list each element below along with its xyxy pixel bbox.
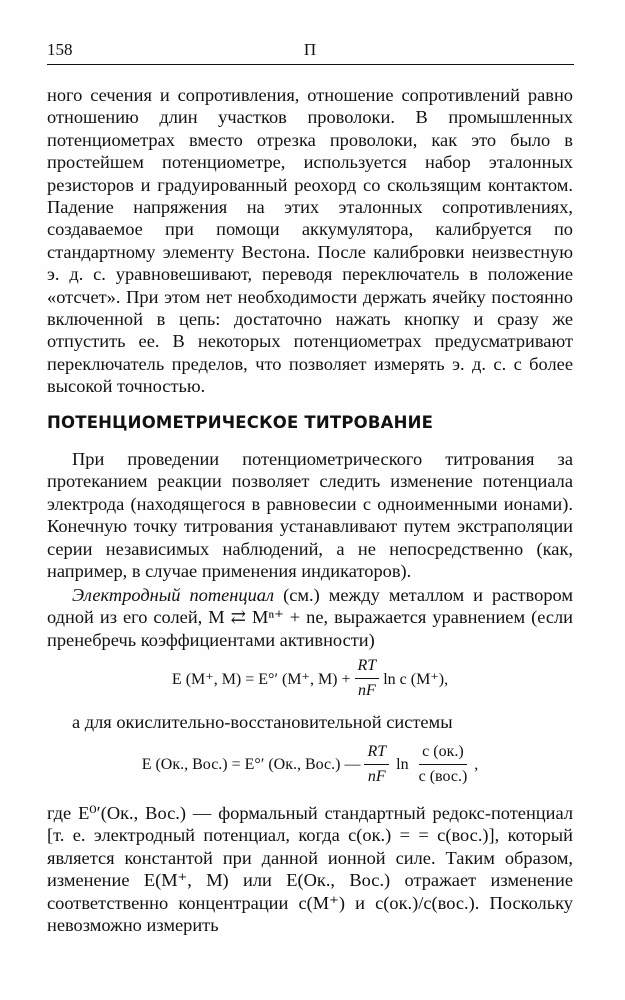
formula2-lhs: E (Ок., Вос.) = E°′ (Ок., Вос.) — [141, 755, 361, 773]
page-number: 158 [47, 40, 73, 59]
formula1-numerator: RT [355, 656, 380, 679]
formula2-ln: ln [396, 755, 409, 773]
formula2-ratio-numerator: c (ок.) [419, 742, 467, 765]
formula2-tail: , [474, 755, 479, 773]
section-letter: П [303, 40, 318, 59]
redox-potential-formula [47, 742, 573, 787]
formula2-ratio [416, 742, 471, 787]
formula2-ratio-denominator: c (вос.) [418, 768, 468, 785]
closing-paragraph: где E⁰′(Ок., Вос.) — формальный стандартный редокс-потенциал [т. е. электродный потенциал, когда c(ок.) = = c(вос.)], который является константой при данной ионной силе. Таким образом, изменение E(M⁺, M) или E(Ок., Вос.) отражает изменение соответственно концентрации c(M⁺) и c(ок.)/c(вос.). Поскольку невозможно измерить [47, 803, 573, 936]
formula1-rhs: ln c (M⁺), [383, 670, 449, 688]
formula2-denominator: nF [367, 768, 386, 785]
electrode-term: Электродный потенциал [72, 585, 275, 605]
formula1-fraction [355, 656, 380, 701]
formula2-numerator: RT [364, 742, 389, 765]
intro-paragraph: ного сечения и сопротивления, отношение сопротивлений равно отношению длин участков проволоки. В промышленных потенциометрах вместо отрезка проволоки, как это было в простейшем потенциометре, используется набор эталонных резисторов и градуированный реохорд со скользящим контактом. Падение напряжения на этих эталонных сопротивлениях, создаваемое при помощи аккумулятора, калибруется по стандартному элементу Вестона. После калибровки неизвестную э. д. с. уравновешивают, переводя переключатель в положение «отсчет». При этом нет необходимости держать ячейку постоянно включенной в цепь: достаточно нажать кнопку и сразу же отпустить ее. В некоторых потенциометрах предусматривают переключатель пределов, что позволяет измерять э. д. с. с более высокой точностью. [47, 85, 573, 397]
section-heading: ПОТЕНЦИОМЕТРИЧЕСКОЕ ТИТРОВАНИЕ [47, 413, 434, 432]
electrode-text: (см.) между металлом и раствором одной из его солей, M ⇄ Mⁿ⁺ + ne, выражается уравнением (если пренебречь коэффициентами активности) [47, 585, 573, 650]
formula2-fraction [364, 742, 389, 787]
electrode-potential-formula [47, 656, 573, 701]
redox-lead-text: а для окислительно-восстановительной системы [72, 712, 453, 732]
titration-paragraph: При проведении потенциометрического титрования за протеканием реакции позволяет следить изменение потенциала электрода (находящегося в равновесии с одноименными ионами). Конечную точку титрования устанавливают путем экстраполяции серии независимых наблюдений, а не непосредственно (как, например, в случае применения индикаторов). [47, 449, 573, 582]
electrode-paragraph [47, 584, 573, 651]
formula1-lhs: E (M⁺, M) = E°′ (M⁺, M) + [171, 670, 351, 688]
formula1-denominator: nF [357, 682, 376, 699]
page-header [47, 38, 574, 65]
